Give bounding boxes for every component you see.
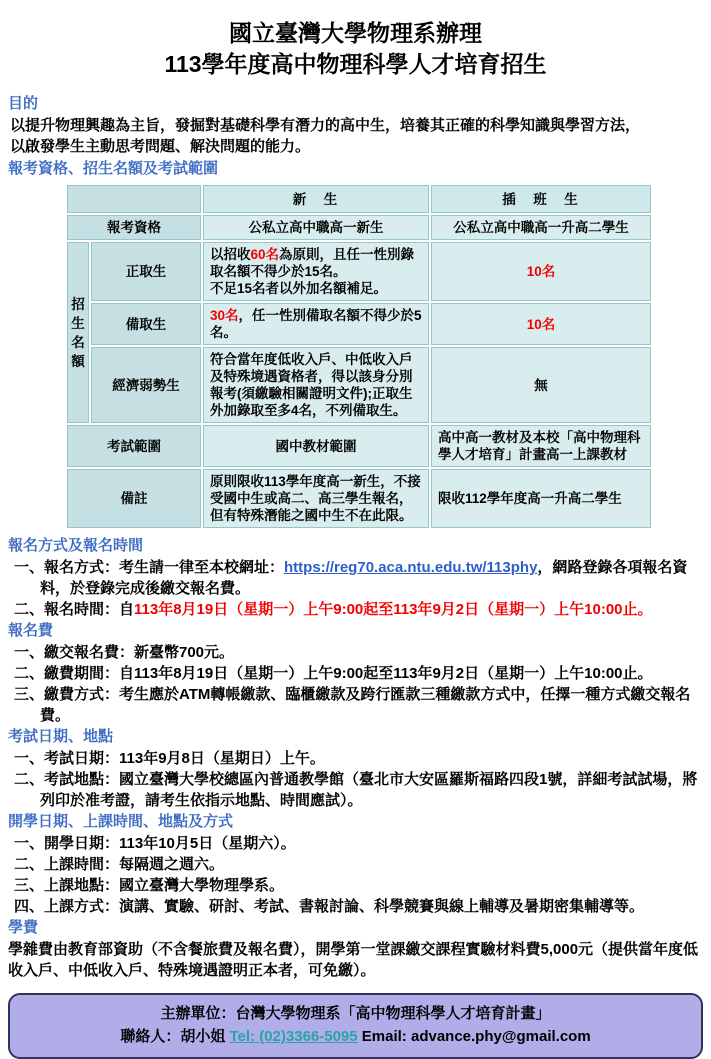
table-row-note xyxy=(67,469,651,528)
page-title xyxy=(6,18,705,80)
waitlist-new-quota: 30名 xyxy=(210,308,239,323)
table-row-regular xyxy=(67,242,651,301)
footer-organizer: 主辦單位：台灣大學物理系「高中物理科學人才培育計畫」 xyxy=(160,1005,551,1022)
qualification-label: 報考資格 xyxy=(67,215,201,240)
disadvantaged-new: 符合當年度低收入戶、中低收入戶及特殊境遇資格者，得以該身分別報考(須繳驗相關證明文件);正取生外加錄取至多4名，不列備取生。 xyxy=(203,347,429,423)
table-row-exam-scope xyxy=(67,425,651,467)
table-col-transfer: 插 班 生 xyxy=(431,185,651,213)
regular-label: 正取生 xyxy=(91,242,201,301)
purpose-line1: 以提升物理興趣為主旨，發掘對基礎科學有潛力的高中生，培養其正確的科學知識與學習方法， xyxy=(10,117,641,134)
qualification-new: 公私立高中職高一新生 xyxy=(203,215,429,240)
admission-table xyxy=(65,183,653,530)
footer-contact-line xyxy=(14,1025,697,1048)
fee-period: 二、繳費期間：自113年8月19日（星期一）上午9:00起至113年9月2日（星期一）上午10:00止。 xyxy=(14,665,653,682)
table-cell-empty xyxy=(67,185,201,213)
section-heading-registration: 報名方式及報名時間 xyxy=(8,537,144,554)
schedule-class-format: 四、上課方式：演講、實驗、研討、考試、書報討論、科學競賽與線上輔導及暑期密集輔導等。 xyxy=(14,898,645,915)
registration-period-pre: 二、報名時間：自 xyxy=(14,601,135,618)
registration-period-dates: 113年8月19日（星期一）上午9:00起至113年9月2日（星期一）上午10:00止。 xyxy=(134,601,653,618)
footer-tel-link[interactable]: Tel: (02)3366-5095 xyxy=(229,1028,358,1045)
regular-new-line2: 不足15名者以外加名額補足。 xyxy=(210,281,388,296)
fee-method: 三、繳費方式：考生應於ATM轉帳繳款、臨櫃繳款及跨行匯款三種繳款方式中，任擇一種方式繳交報名費。 xyxy=(14,686,691,724)
disadvantaged-label: 經濟弱勢生 xyxy=(91,347,201,423)
exam-date: 一、考試日期：113年9月8日（星期日）上午。 xyxy=(14,750,325,767)
registration-method-pre: 一、報名方式：考生請一律至本校網址： xyxy=(14,559,285,576)
regular-new-pre: 以招收 xyxy=(210,247,251,262)
section-heading-schedule: 開學日期、上課時間、地點及方式 xyxy=(8,813,234,830)
registration-url-link[interactable]: https://reg70.aca.ntu.edu.tw/113phy xyxy=(284,559,538,576)
section-heading-tuition: 學費 xyxy=(8,919,39,936)
note-new: 原則限收113學年度高一新生，不接受國中生或高二、高三學生報名，但有特殊潛能之國中生不在此限。 xyxy=(203,469,429,528)
quota-group-label: 招生名額 xyxy=(67,242,89,423)
title-line2: 113學年度高中物理科學人才培育招生 xyxy=(164,51,547,77)
registration-method-post: ，網路登錄各項報名資料，於登錄完成後繳交報名費。 xyxy=(40,559,688,597)
waitlist-new xyxy=(203,303,429,345)
footer-email: Email: advance.phy@gmail.com xyxy=(357,1028,591,1045)
fee-amount: 一、繳交報名費：新臺幣700元。 xyxy=(14,644,235,661)
schedule-class-time: 二、上課時間：每隔週之週六。 xyxy=(14,856,225,873)
tuition-text: 學雜費由教育部資助（不含餐旅費及報名費），開學第一堂課繳交課程實驗材料費5,000元（提供當年度低收入戶、中低收入戶、特殊境遇證明正本者，可免繳）。 xyxy=(8,941,699,979)
qualification-transfer: 公私立高中職高一升高二學生 xyxy=(431,215,651,240)
waitlist-new-post: ，任一性別備取名額不得少於5名。 xyxy=(210,308,422,340)
registration-method xyxy=(6,557,705,599)
exam-scope-transfer: 高中高一教材及本校「高中物理科學人才培育」計畫高一上課教材 xyxy=(431,425,651,467)
table-col-new: 新 生 xyxy=(203,185,429,213)
section-heading-exam: 考試日期、地點 xyxy=(8,728,114,745)
waitlist-label: 備取生 xyxy=(91,303,201,345)
title-line1: 國立臺灣大學物理系辦理 xyxy=(229,20,482,46)
section-heading-admission: 報考資格、招生名額及考試範圍 xyxy=(8,160,219,177)
regular-new xyxy=(203,242,429,301)
schedule-class-location: 三、上課地點：國立臺灣大學物理學系。 xyxy=(14,877,285,894)
schedule-start-date: 一、開學日期：113年10月5日（星期六）。 xyxy=(14,835,296,852)
exam-location: 二、考試地點：國立臺灣大學校總區內普通教學館（臺北市大安區羅斯福路四段1號，詳細考試試場，將列印於准考證，請考生依指示地點、時間應試）。 xyxy=(14,771,698,809)
regular-new-post: 為原則，且任一性別錄取名額不得少於15名。 xyxy=(210,247,415,279)
footer-contact-person: 聯絡人：胡小姐 xyxy=(120,1028,230,1045)
disadvantaged-transfer: 無 xyxy=(431,347,651,423)
table-row-waitlist xyxy=(67,303,651,345)
table-row-header xyxy=(67,185,651,213)
waitlist-transfer: 10名 xyxy=(431,303,651,345)
regular-new-quota: 60名 xyxy=(250,247,280,262)
section-heading-fee: 報名費 xyxy=(8,622,54,639)
purpose-line2: 以啟發學生主動思考問題、解決問題的能力。 xyxy=(10,138,311,155)
section-heading-purpose: 目的 xyxy=(8,95,39,112)
footer-contact-box xyxy=(8,993,703,1059)
table-row-disadvantaged xyxy=(67,347,651,423)
exam-scope-new: 國中教材範圍 xyxy=(203,425,429,467)
registration-period xyxy=(6,599,705,620)
exam-scope-label: 考試範圍 xyxy=(67,425,201,467)
note-transfer: 限收112學年度高一升高二學生 xyxy=(431,469,651,528)
table-row-qualification xyxy=(67,215,651,240)
note-label: 備註 xyxy=(67,469,201,528)
regular-transfer: 10名 xyxy=(431,242,651,301)
purpose-text xyxy=(10,115,705,157)
